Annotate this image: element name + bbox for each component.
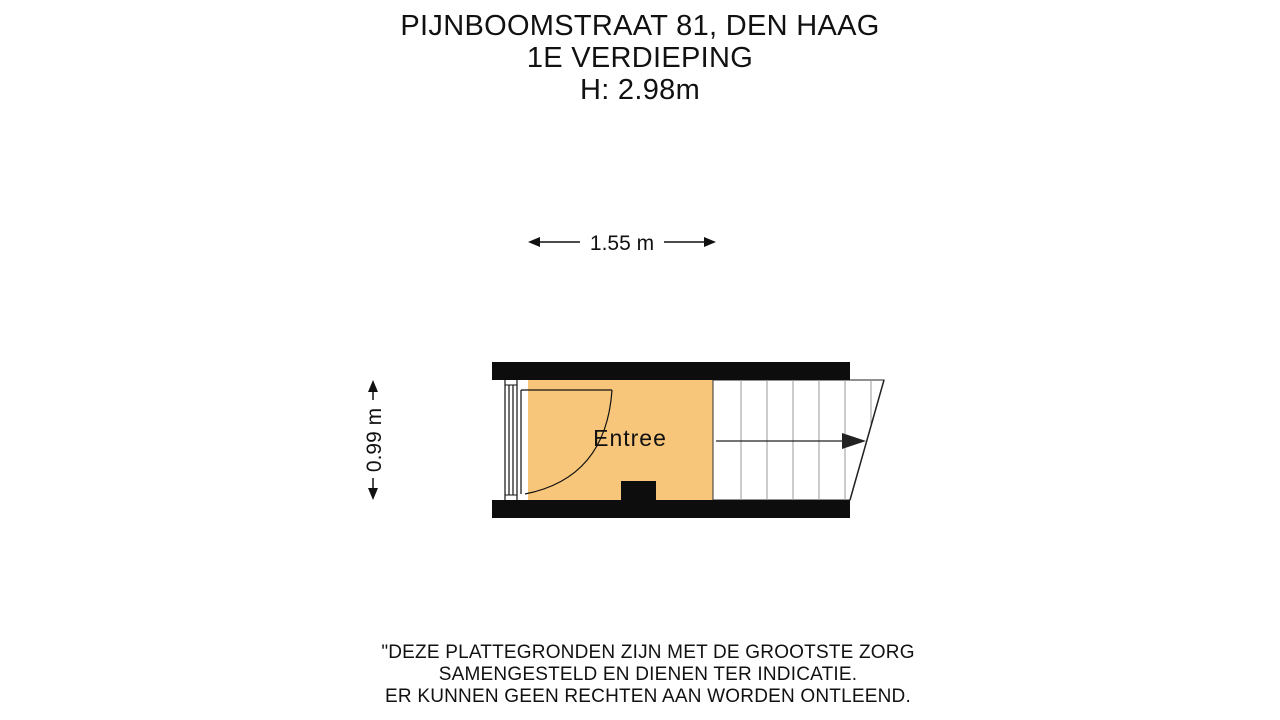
- depth-arrow-top-icon: [368, 380, 378, 392]
- disclaimer-line-3: ER KUNNEN GEEN RECHTEN AAN WORDEN ONTLEEND.: [385, 686, 911, 707]
- ceiling-height: H: 2.98m: [579, 74, 701, 106]
- width-arrow-right-icon: [704, 237, 716, 247]
- width-arrow-left-icon: [528, 237, 540, 247]
- disclaimer-line-2: SAMENGESTELD EN DIENEN TER INDICATIE.: [438, 664, 858, 685]
- window: [492, 380, 528, 500]
- depth-dimension-label: 0.99 m: [363, 407, 386, 473]
- room-label-entree: Entree: [593, 425, 667, 451]
- wall-top: [492, 362, 850, 380]
- disclaimer-line-1: "DEZE PLATTEGRONDEN ZIJN MET DE GROOTSTE ZORG: [381, 642, 915, 663]
- floor-title: 1E VERDIEPING: [526, 42, 754, 74]
- wall-column: [621, 481, 656, 500]
- disclaimer: [0, 642, 1280, 708]
- depth-arrow-bottom-icon: [368, 488, 378, 500]
- window-recess: [492, 380, 528, 500]
- width-dimension-label: 1.55 m: [589, 232, 655, 255]
- depth-dimension: [363, 380, 386, 500]
- wall-bottom: [492, 500, 850, 518]
- address-title: PIJNBOOMSTRAAT 81, DEN HAAG: [400, 10, 880, 42]
- width-dimension: [528, 232, 716, 255]
- staircase: [713, 380, 884, 500]
